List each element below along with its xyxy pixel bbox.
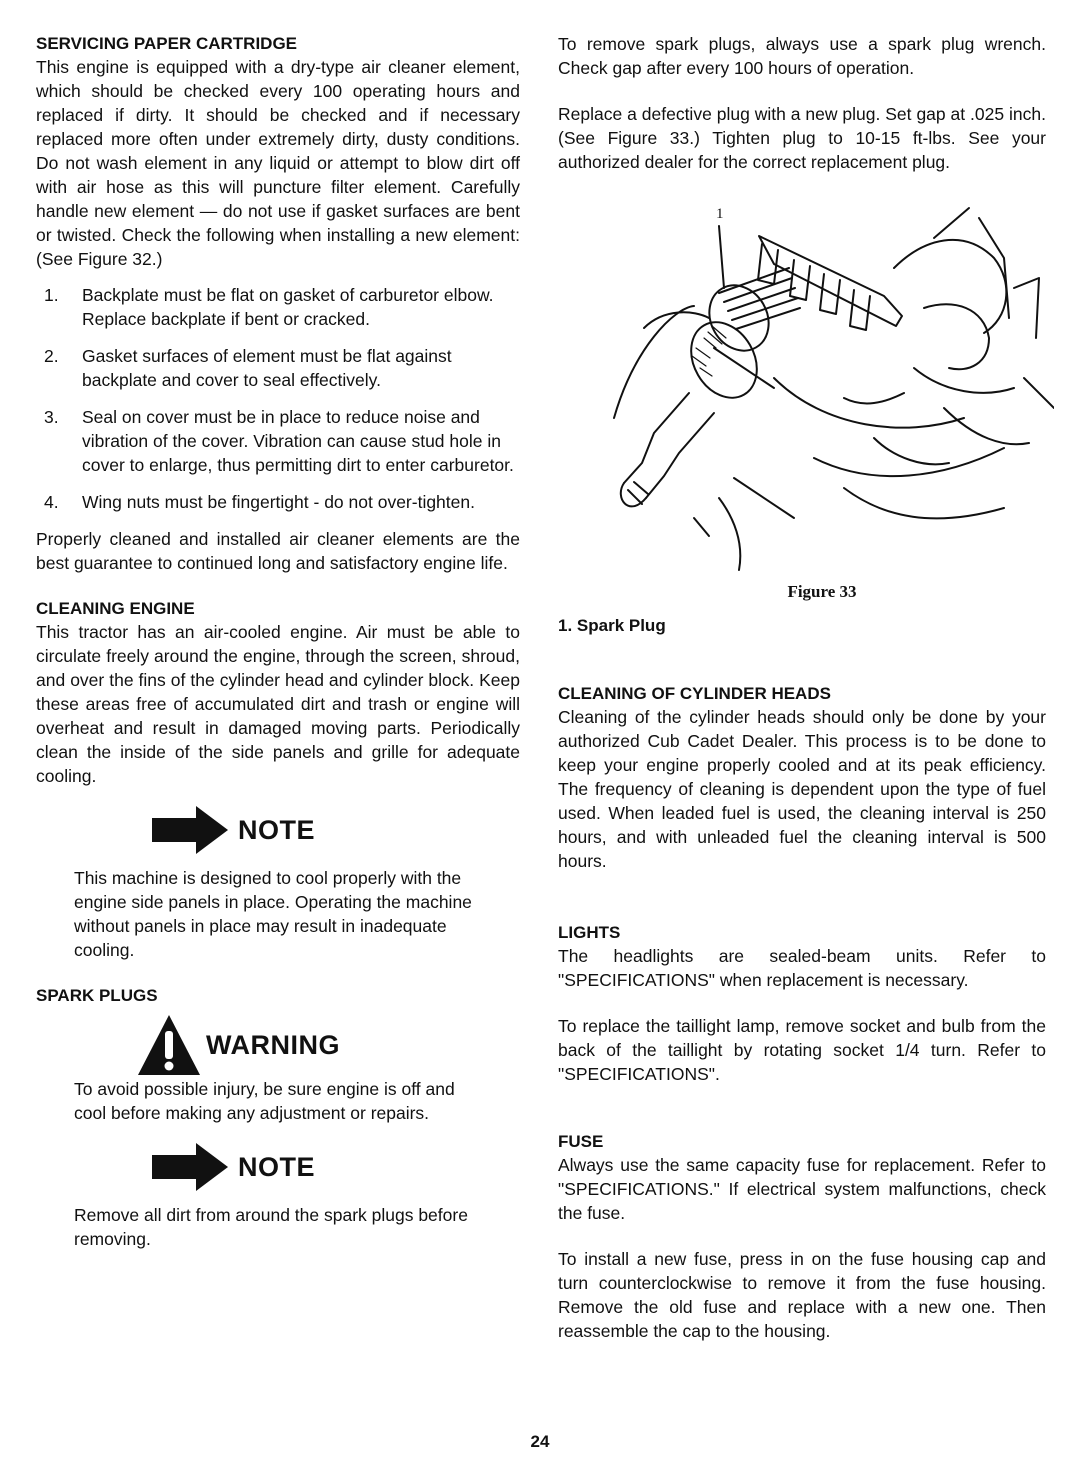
arrow-right-icon xyxy=(152,804,234,856)
lights-heading: LIGHTS xyxy=(558,923,621,942)
list-item-text: Gasket surfaces of element must be flat against backplate and cover to seal effectively. xyxy=(82,346,452,390)
warning-label: WARNING xyxy=(206,1029,340,1060)
warning-icon xyxy=(136,1013,202,1077)
list-item xyxy=(36,490,520,514)
warning-callout xyxy=(136,1017,520,1073)
cylinder-body: Cleaning of the cylinder heads should only be done by your authorized Cub Cadet Dealer. This process is to be done to keep your engine properly cooled and at its peak efficiency. The frequency of cleaning is dependent upon the type of fuel used. When leaded fuel is used, the cleaning interval is 250 hours, and with unleaded fuel the cleaning interval is 500 hours. xyxy=(558,707,1046,871)
list-item xyxy=(36,283,520,331)
svg-text:1: 1 xyxy=(716,206,724,222)
servicing-body: This engine is equipped with a dry-type air cleaner element, which should be checked every 100 operating hours and replaced if dirty. It should be checked and if necessary replaced more often under extremely dirty, dusty conditions. Do not wash element in any liquid or attempt to blow dirt off with air hose as this will puncture filter element. Carefully handle new element — do not use if gasket surfaces are bent or twisted. Check the following when installing a new element: (See Figure 32.) xyxy=(36,57,520,269)
spark-plugs-heading: SPARK PLUGS xyxy=(36,986,158,1005)
servicing-heading: SERVICING PAPER CARTRIDGE xyxy=(36,34,298,53)
note-callout xyxy=(152,1139,520,1195)
fuse-heading: FUSE xyxy=(558,1132,604,1151)
note-text: Remove all dirt from around the spark plugs before removing. xyxy=(74,1205,468,1249)
fuse-p2: To install a new fuse, press in on the fuse housing cap and turn counterclockwise to remove it from the fuse housing. Remove the old fuse and replace with a new one. Then reassemble the cap to the housing. xyxy=(558,1249,1046,1341)
list-item-number: 1. xyxy=(44,285,59,305)
warning-text: To avoid possible injury, be sure engine is off and cool before making any adjustment or repairs. xyxy=(74,1079,455,1123)
figure-caption: Figure 33 xyxy=(787,582,857,601)
fuse-p1: Always use the same capacity fuse for replacement. Refer to "SPECIFICATIONS." If electrical system malfunctions, check the fuse. xyxy=(558,1155,1046,1223)
list-item-number: 3. xyxy=(44,407,59,427)
note-label: NOTE xyxy=(238,814,316,845)
note-text: This machine is designed to cool properly with the engine side panels in place. Operating the machine without panels in place may result in inadequate cooling. xyxy=(74,868,472,960)
list-item-text: Wing nuts must be fingertight - do not over-tighten. xyxy=(82,492,475,512)
note-callout xyxy=(152,802,520,858)
list-item-text: Seal on cover must be in place to reduce noise and vibration of the cover. Vibration can cause stud hole in cover to enlarge, thus permitting dirt to enter carburetor. xyxy=(82,407,514,475)
cleaning-engine-body: This tractor has an air-cooled engine. Air must be able to circulate freely around the engine, through the screen, shroud, and over the fins of the cylinder head and cylinder block. Keep these areas free of accumulated dirt and trash or engine will overheat and result in damaged moving parts. Periodically clean the inside of the side panels and grille for adequate cooling. xyxy=(36,622,520,786)
note-label: NOTE xyxy=(238,1151,316,1182)
lights-p1: The headlights are sealed-beam units. Refer to "SPECIFICATIONS" when replacement is necessary. xyxy=(558,946,1046,990)
spark-plug-illustration xyxy=(584,198,1054,580)
spark-replace: Replace a defective plug with a new plug. Set gap at .025 inch. (See Figure 33.) Tighten plug to 10-15 ft-lbs. See your authorized dealer for the correct replacement plug. xyxy=(558,104,1046,172)
install-checklist xyxy=(36,283,520,514)
figure-33 xyxy=(584,198,1054,580)
list-item xyxy=(36,405,520,477)
list-item xyxy=(36,344,520,392)
cleaning-engine-heading: CLEANING ENGINE xyxy=(36,599,195,618)
list-item-number: 4. xyxy=(44,492,59,512)
right-column xyxy=(558,32,1046,1343)
cylinder-heading: CLEANING OF CYLINDER HEADS xyxy=(558,684,831,703)
list-item-number: 2. xyxy=(44,346,59,366)
left-column xyxy=(36,32,520,1251)
servicing-closing: Properly cleaned and installed air cleaner elements are the best guarantee to continued long and satisfactory engine life. xyxy=(36,529,520,573)
spark-intro: To remove spark plugs, always use a spark plug wrench. Check gap after every 100 hours of operation. xyxy=(558,34,1046,78)
arrow-right-icon xyxy=(152,1141,234,1193)
figure-legend: 1. Spark Plug xyxy=(558,616,666,635)
lights-p2: To replace the taillight lamp, remove socket and bulb from the back of the taillight by rotating socket 1/4 turn. Refer to "SPECIFICATIONS". xyxy=(558,1016,1046,1084)
page-number: 24 xyxy=(530,1432,550,1451)
list-item-text: Backplate must be flat on gasket of carburetor elbow. Replace backplate if bent or cracked. xyxy=(82,285,494,329)
